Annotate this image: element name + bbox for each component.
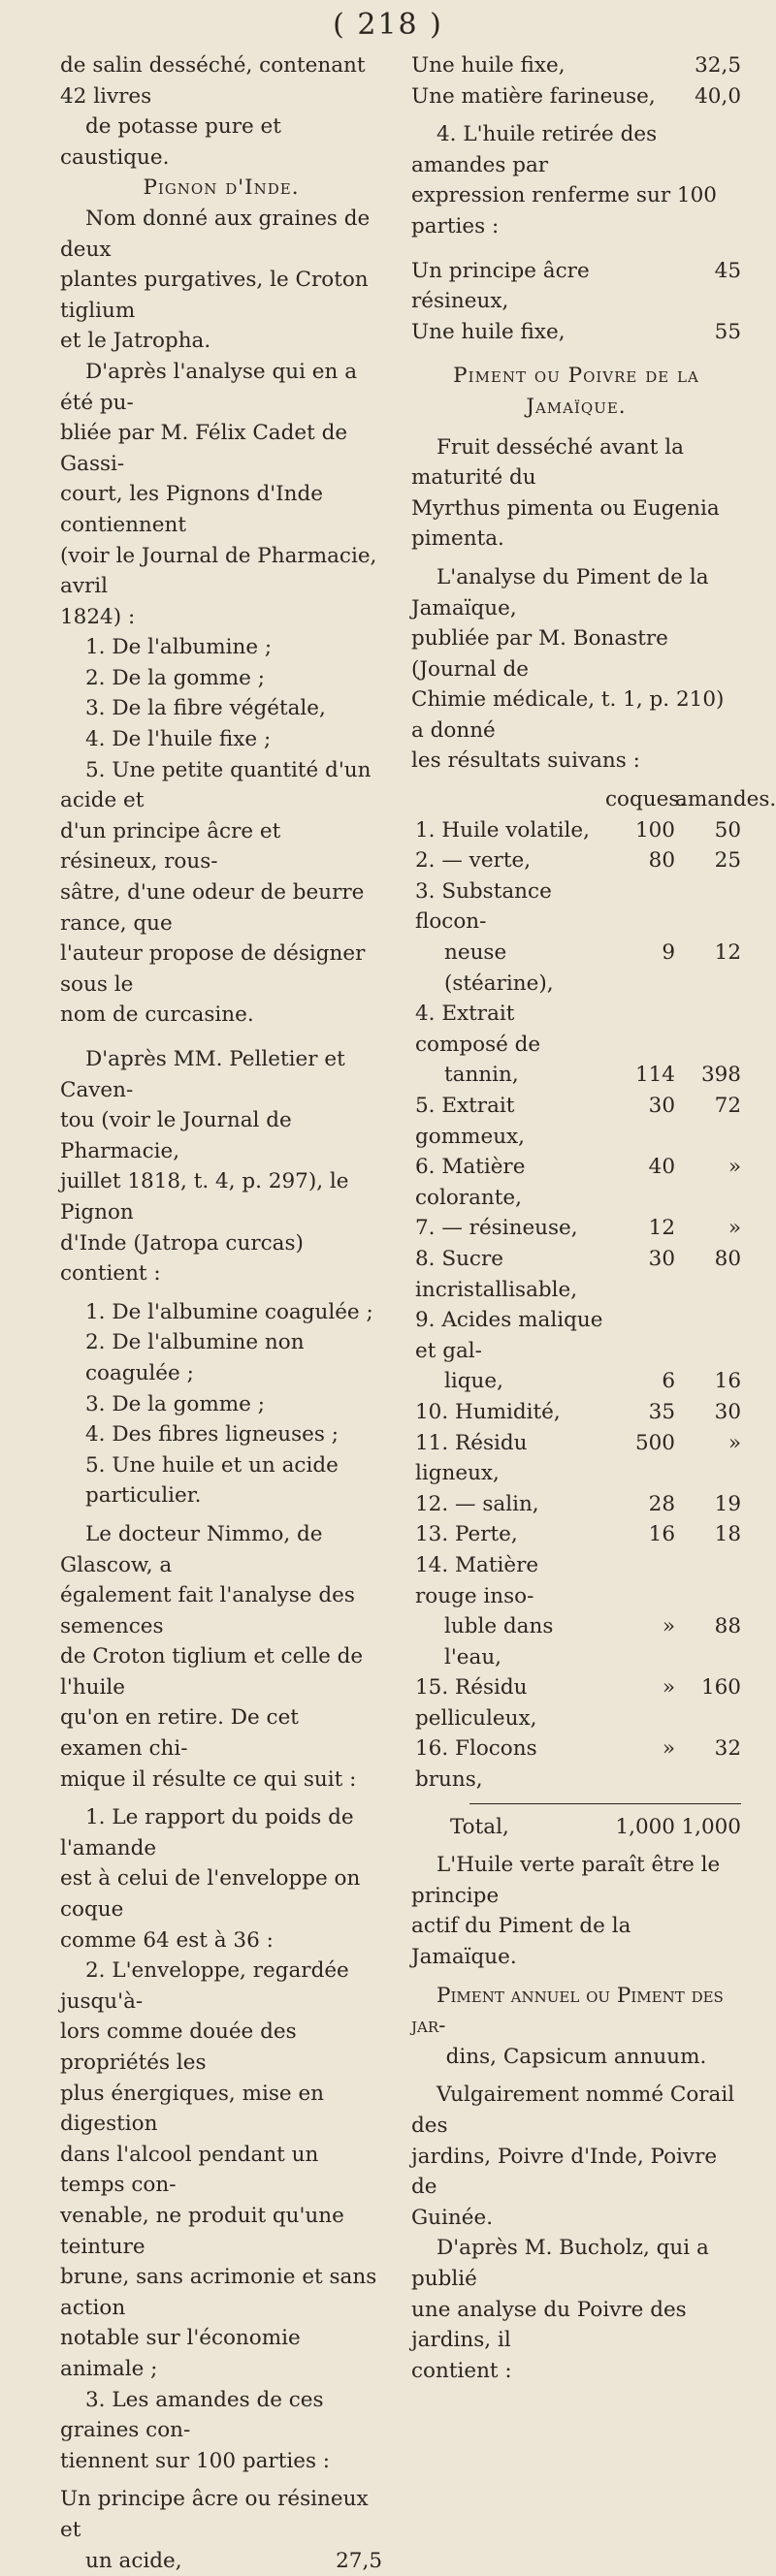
table-cell-amandes: 50 bbox=[675, 815, 741, 846]
text-line: plus énergiques, mise en digestion bbox=[60, 2079, 382, 2140]
text-line: (voir le Journal de Pharmacie, avril bbox=[60, 541, 382, 602]
table-cell-label: 16. Flocons bruns, bbox=[411, 1733, 605, 1795]
table-row bbox=[411, 1489, 741, 1520]
text-line: 4. L'huile retirée des amandes par bbox=[411, 119, 741, 180]
text-line: actif du Piment de la Jamaïque. bbox=[411, 1911, 741, 1972]
table-row bbox=[411, 1305, 741, 1366]
table-cell-amandes: » bbox=[675, 1428, 741, 1459]
table-cell-amandes: 30 bbox=[675, 1397, 741, 1428]
table-row bbox=[411, 1519, 741, 1550]
value-row bbox=[411, 81, 741, 112]
paragraph bbox=[411, 2080, 741, 2233]
table-cell-label: tannin, bbox=[411, 1060, 605, 1091]
text-line: tou (voir le Journal de Pharmacie, bbox=[60, 1105, 382, 1166]
text-line: Le docteur Nimmo, de Glascow, a bbox=[60, 1519, 382, 1580]
text-line: comme 64 est à 36 : bbox=[60, 1925, 382, 1956]
text-line: bliée par M. Félix Cadet de Gassi- bbox=[60, 418, 382, 479]
row-label: Un principe âcre résineux, bbox=[411, 256, 683, 317]
paragraph bbox=[60, 1802, 382, 1956]
table-cell-amandes: 25 bbox=[675, 845, 741, 876]
table-row bbox=[411, 938, 741, 999]
total-value: 1,000 bbox=[605, 1812, 675, 1843]
table-cell-coques: 100 bbox=[605, 815, 675, 846]
text-line: de salin desséché, contenant 42 livres bbox=[60, 50, 382, 111]
table-cell-amandes: » bbox=[675, 1213, 741, 1244]
text-line: tiennent sur 100 parties : bbox=[60, 2446, 382, 2477]
list-item: 3. De la gomme ; bbox=[60, 1389, 382, 1420]
list-item: 1. De l'albumine coagulée ; bbox=[60, 1297, 382, 1328]
table-cell-coques: 40 bbox=[605, 1152, 675, 1183]
text-line: est à celui de l'enveloppe on coque bbox=[60, 1863, 382, 1924]
table-cell-coques: 80 bbox=[605, 845, 675, 876]
table-row bbox=[411, 1550, 741, 1611]
page-number: ( 218 ) bbox=[0, 8, 776, 42]
table-cell-amandes: » bbox=[675, 1152, 741, 1183]
table-cell-amandes: 12 bbox=[675, 938, 741, 969]
text-line: une analyse du Poivre des jardins, il bbox=[411, 2295, 741, 2356]
table-cell-coques: » bbox=[605, 1733, 675, 1765]
text-line: juillet 1818, t. 4, p. 297), le Pignon bbox=[60, 1166, 382, 1227]
table-cell-coques: 35 bbox=[605, 1397, 675, 1428]
table-cell-label: 6. Matière colorante, bbox=[411, 1152, 605, 1213]
paragraph bbox=[60, 204, 382, 357]
right-column bbox=[411, 50, 741, 2386]
text-line: 2. L'enveloppe, regardée jusqu'à- bbox=[60, 1956, 382, 2017]
text-line: 5. Une petite quantité d'un acide et bbox=[60, 755, 382, 816]
row-label: Une huile fixe, bbox=[411, 317, 683, 348]
table-cell-label: 4. Extrait composé de bbox=[411, 999, 605, 1060]
value-row bbox=[411, 256, 741, 317]
table-cell-label: 15. Résidu pelliculeux, bbox=[411, 1672, 605, 1733]
text-line: court, les Pignons d'Inde contiennent bbox=[60, 479, 382, 540]
table-cell-coques: » bbox=[605, 1672, 675, 1703]
list-item: 2. De l'albumine non coagulée ; bbox=[60, 1327, 382, 1388]
table-cell-coques: 28 bbox=[605, 1489, 675, 1520]
text-line: qu'on en retire. De cet examen chi- bbox=[60, 1702, 382, 1764]
table-row bbox=[411, 1152, 741, 1213]
table-cell-amandes: 398 bbox=[675, 1060, 741, 1091]
column-header: coques. bbox=[605, 784, 675, 815]
table-cell-coques: 16 bbox=[605, 1519, 675, 1550]
table-cell-coques: 12 bbox=[605, 1213, 675, 1244]
text-line: Un principe âcre ou résineux et bbox=[60, 2484, 382, 2545]
text-line: dins, Capsicum annuum. bbox=[411, 2042, 741, 2073]
table-row bbox=[411, 1244, 741, 1305]
text-line: dans l'alcool pendant un temps con- bbox=[60, 2140, 382, 2201]
table-row bbox=[411, 1733, 741, 1795]
text-line: brune, sans acrimonie et sans action bbox=[60, 2262, 382, 2323]
section-heading-pignon: Pignon d'Inde. bbox=[60, 173, 382, 204]
analysis-table bbox=[411, 784, 741, 1842]
total-value: 1,000 bbox=[675, 1812, 741, 1843]
table-header bbox=[411, 784, 741, 815]
text-line: Chimie médicale, t. 1, p. 210) a donné bbox=[411, 684, 741, 746]
table-row bbox=[411, 1366, 741, 1397]
table-cell-coques: 9 bbox=[605, 938, 675, 969]
table-cell-label: 7. — résineuse, bbox=[411, 1213, 605, 1244]
table-cell-label: 8. Sucre incristallisable, bbox=[411, 1244, 605, 1305]
paragraph bbox=[60, 1519, 382, 1795]
table-cell-amandes: 18 bbox=[675, 1519, 741, 1550]
table-cell-amandes: 88 bbox=[675, 1611, 741, 1642]
text-line: expression renferme sur 100 parties : bbox=[411, 180, 741, 241]
text-line: également fait l'analyse des semences bbox=[60, 1580, 382, 1641]
table-cell-coques: 30 bbox=[605, 1091, 675, 1122]
list bbox=[60, 632, 382, 754]
text-line: Vulgairement nommé Corail des bbox=[411, 2080, 741, 2141]
text-line: Fruit desséché avant la maturité du bbox=[411, 432, 741, 493]
left-column bbox=[60, 50, 382, 2576]
text-line: notable sur l'économie animale ; bbox=[60, 2323, 382, 2384]
text-line: jardins, Poivre d'Inde, Poivre de bbox=[411, 2142, 741, 2203]
section-heading-piment: Piment ou Poivre de la Jamaïque. bbox=[411, 361, 741, 422]
table-cell-amandes: 16 bbox=[675, 1366, 741, 1397]
row-value: 40,0 bbox=[683, 81, 741, 112]
paragraph bbox=[60, 1956, 382, 2384]
list-item: 1. De l'albumine ; bbox=[60, 632, 382, 663]
text-line: de potasse pure et caustique. bbox=[60, 111, 382, 173]
paragraph bbox=[60, 2385, 382, 2477]
text-line: D'après l'analyse qui en a été pu- bbox=[60, 357, 382, 418]
table-cell-label: luble dans l'eau, bbox=[411, 1611, 605, 1672]
paragraph bbox=[60, 755, 382, 1031]
text-line: mique il résulte ce qui suit : bbox=[60, 1765, 382, 1796]
text-line: de Croton tiglium et celle de l'huile bbox=[60, 1641, 382, 1702]
text-line: nom de curcasine. bbox=[60, 1000, 382, 1031]
list bbox=[60, 1297, 382, 1511]
text-line: l'auteur propose de désigner sous le bbox=[60, 938, 382, 1000]
paragraph bbox=[411, 119, 741, 241]
table-cell-label: 14. Matière rouge inso- bbox=[411, 1550, 605, 1611]
table-rule bbox=[469, 1803, 741, 1804]
table-cell-label: neuse (stéarine), bbox=[411, 938, 605, 999]
table-cell-label: 1. Huile volatile, bbox=[411, 815, 605, 846]
table-cell-label: lique, bbox=[411, 1366, 605, 1397]
text-line: 3. Les amandes de ces graines con- bbox=[60, 2385, 382, 2446]
text-line: Piment annuel ou Piment des jar- bbox=[411, 1981, 741, 2042]
table-cell-coques: 114 bbox=[605, 1060, 675, 1091]
table-row bbox=[411, 1397, 741, 1428]
paragraph bbox=[411, 2233, 741, 2386]
text-line: Guinée. bbox=[411, 2203, 741, 2234]
text-line: L'Huile verte paraît être le principe bbox=[411, 1850, 741, 1911]
table-cell-amandes: 32 bbox=[675, 1733, 741, 1765]
list-item: 3. De la fibre végétale, bbox=[60, 693, 382, 724]
value-row bbox=[411, 317, 741, 348]
table-cell-label: 2. — verte, bbox=[411, 845, 605, 876]
paragraph bbox=[60, 1044, 382, 1289]
table-row bbox=[411, 1091, 741, 1152]
text-line: 1. Le rapport du poids de l'amande bbox=[60, 1802, 382, 1863]
row-value: 27,5 bbox=[324, 2546, 382, 2576]
text-line: et le Jatropha. bbox=[60, 326, 382, 357]
list-item: 5. Une huile et un acide particulier. bbox=[60, 1450, 382, 1511]
table-cell-amandes: 160 bbox=[675, 1672, 741, 1703]
table-row bbox=[411, 845, 741, 876]
table-cell-label: 12. — salin, bbox=[411, 1489, 605, 1520]
row-value: 32,5 bbox=[683, 50, 741, 81]
value-row bbox=[60, 2546, 382, 2576]
text-line: d'Inde (Jatropa curcas) contient : bbox=[60, 1228, 382, 1289]
column-header: amandes. bbox=[675, 784, 741, 815]
paragraph bbox=[411, 562, 741, 777]
text-line: les résultats suivans : bbox=[411, 746, 741, 777]
table-row bbox=[411, 1672, 741, 1733]
table-cell-label: 3. Substance flocon- bbox=[411, 876, 605, 938]
table-cell-label: 10. Humidité, bbox=[411, 1397, 605, 1428]
table-row bbox=[411, 1611, 741, 1672]
table-cell-coques: 6 bbox=[605, 1366, 675, 1397]
value-row bbox=[411, 50, 741, 81]
text-line: D'après MM. Pelletier et Caven- bbox=[60, 1044, 382, 1105]
text-line: d'un principe âcre et résineux, rous- bbox=[60, 816, 382, 877]
table-cell-amandes: 72 bbox=[675, 1091, 741, 1122]
row-value: 45 bbox=[683, 256, 741, 287]
paragraph bbox=[411, 1850, 741, 1972]
text-line: plantes purgatives, le Croton tiglium bbox=[60, 265, 382, 326]
list-item: 4. Des fibres ligneuses ; bbox=[60, 1419, 382, 1450]
text-line: contient : bbox=[411, 2356, 741, 2387]
table-cell-label: 5. Extrait gommeux, bbox=[411, 1091, 605, 1152]
row-label: Une matière farineuse, bbox=[411, 81, 683, 112]
text-line: publiée par M. Bonastre (Journal de bbox=[411, 623, 741, 684]
paragraph bbox=[411, 432, 741, 555]
table-cell-amandes: 80 bbox=[675, 1244, 741, 1275]
table-row bbox=[411, 1428, 741, 1489]
list-item: 4. De l'huile fixe ; bbox=[60, 724, 382, 755]
text-line: venable, ne produit qu'une teinture bbox=[60, 2201, 382, 2262]
table-row bbox=[411, 1060, 741, 1091]
section-heading-capsicum bbox=[411, 1981, 741, 2073]
text-line: lors comme douée des propriétés les bbox=[60, 2017, 382, 2078]
row-label: un acide, bbox=[60, 2546, 324, 2576]
text-line: D'après M. Bucholz, qui a publié bbox=[411, 2233, 741, 2294]
table-row bbox=[411, 1213, 741, 1244]
table-row bbox=[411, 876, 741, 938]
table-total-row bbox=[411, 1812, 741, 1843]
table-cell-label: 13. Perte, bbox=[411, 1519, 605, 1550]
text-line: 1824) : bbox=[60, 602, 382, 633]
list-item: 2. De la gomme ; bbox=[60, 663, 382, 694]
text-line: sâtre, d'une odeur de beurre rance, que bbox=[60, 877, 382, 938]
text-line: Nom donné aux graines de deux bbox=[60, 204, 382, 265]
text-line: L'analyse du Piment de la Jamaïque, bbox=[411, 562, 741, 623]
table-body bbox=[411, 815, 741, 1796]
table-row bbox=[411, 999, 741, 1060]
total-label: Total, bbox=[411, 1812, 605, 1843]
table-cell-label: 11. Résidu ligneux, bbox=[411, 1428, 605, 1489]
row-label: Une huile fixe, bbox=[411, 50, 683, 81]
row-value: 55 bbox=[683, 317, 741, 348]
table-cell-label: 9. Acides malique et gal- bbox=[411, 1305, 605, 1366]
table-cell-coques: » bbox=[605, 1611, 675, 1642]
table-row bbox=[411, 815, 741, 846]
table-cell-coques: 500 bbox=[605, 1428, 675, 1459]
paragraph bbox=[60, 357, 382, 632]
table-cell-coques: 30 bbox=[605, 1244, 675, 1275]
table-cell-amandes: 19 bbox=[675, 1489, 741, 1520]
text-line: Myrthus pimenta ou Eugenia pimenta. bbox=[411, 493, 741, 555]
